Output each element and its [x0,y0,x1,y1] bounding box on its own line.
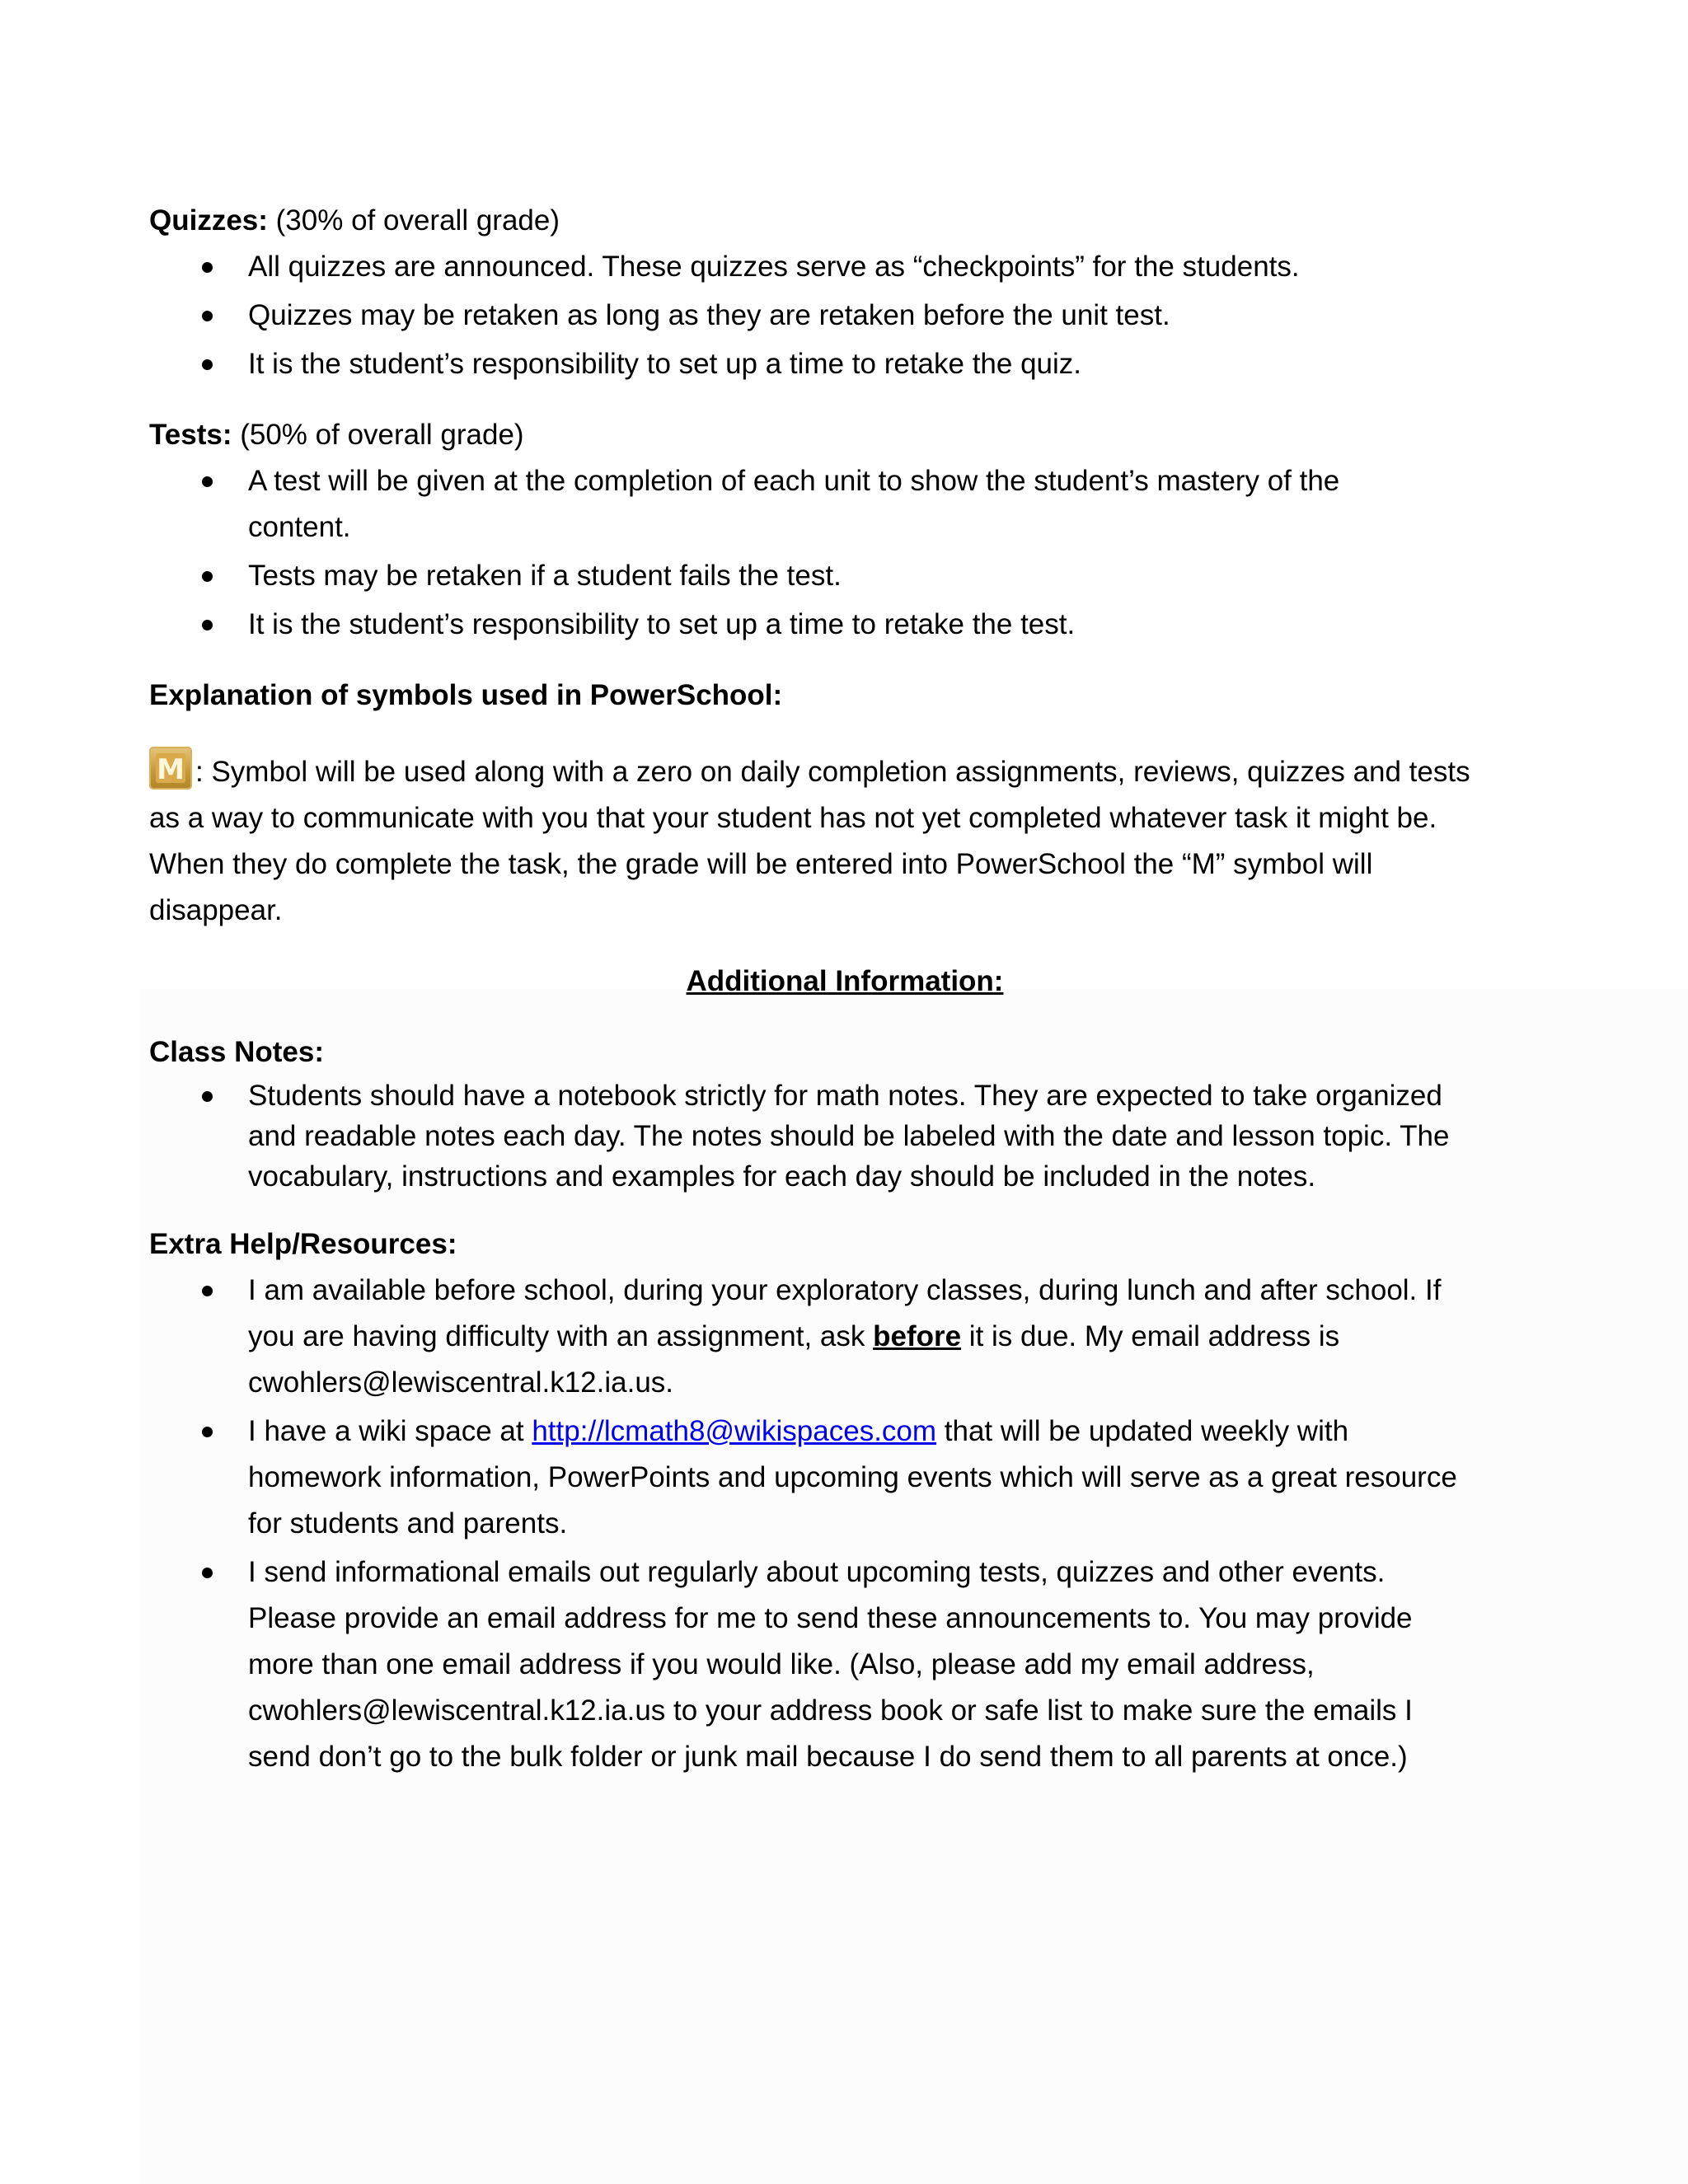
missing-m-icon [149,747,192,790]
tests-weight: (50% of overall grade) [232,419,524,451]
list-item: All quizzes are announced. These quizzes serve as “checkpoints” for the students. [149,244,1550,290]
class-notes-heading: Class Notes: [149,1036,325,1068]
class-notes-list [149,1076,1550,1197]
list-item: It is the student’s responsibility to set up a time to retake the quiz. [149,341,1550,387]
text-line: disappear. [149,894,283,926]
wiki-link[interactable]: http://lcmath8@wikispaces.com [532,1415,937,1447]
list-item [149,458,1550,551]
list-item [149,1268,1550,1406]
text-line: homework information, PowerPoints and upcoming events which will serve as a great resource [248,1461,1457,1493]
icon-letter: M [157,753,185,785]
list-item [149,1549,1550,1780]
list-item: It is the student’s responsibility to set up a time to retake the test. [149,602,1550,648]
text-line: content. [248,511,351,543]
email-address: cwohlers@lewiscentral.k12.ia.us. [248,1366,674,1399]
text-segment: I have a wiki space at [248,1415,532,1447]
text-line: send don’t go to the bulk folder or junk mail because I do send them to all parents at once.) [248,1741,1408,1773]
text-line: A test will be given at the completion of each unit to show the student’s mastery of the [248,465,1340,497]
text-line: I am available before school, during your exploratory classes, during lunch and after school. If [248,1274,1442,1306]
list-item [149,1408,1550,1547]
text-line: When they do complete the task, the grade will be entered into PowerSchool the “M” symbol will [149,848,1373,880]
symbols-paragraph [149,747,1550,934]
text-line: Please provide an email address for me to send these announcements to. You may provide [248,1602,1413,1634]
m-glyph [154,752,187,785]
emphasis-before: before [873,1320,962,1352]
text-line: for students and parents. [248,1507,568,1540]
extra-help-heading: Extra Help/Resources: [149,1228,457,1260]
text-segment: that will be updated weekly with [936,1415,1349,1447]
additional-info-title: Additional Information: [686,965,1004,997]
text-line: and readable notes each day. The notes should be labeled with the date and lesson topic. The [248,1120,1450,1152]
text-line: Students should have a notebook strictly for math notes. They are expected to take organized [248,1080,1442,1112]
quizzes-heading [149,198,1550,244]
text-line: I send informational emails out regularly about upcoming tests, quizzes and other events. [248,1556,1386,1588]
text-segment: : Symbol will be used along with a zero on daily completion assignments, reviews, quizzes and tests [195,756,1470,788]
extra-help-list [149,1268,1550,1780]
quizzes-title: Quizzes: [149,204,268,237]
list-item: Tests may be retaken if a student fails the test. [149,553,1550,599]
text-line: as a way to communicate with you that your student has not yet completed whatever task it might be. [149,802,1437,834]
quizzes-list [149,244,1550,387]
text-segment: you are having difficulty with an assignment, ask [248,1320,874,1352]
text-line: more than one email address if you would like. (Also, please add my email address, [248,1648,1315,1680]
document-body [149,198,1550,1783]
symbols-heading: Explanation of symbols used in PowerSchool: [149,679,783,711]
quizzes-weight: (30% of overall grade) [267,204,560,237]
text-segment: it is due. My email address is [961,1320,1340,1352]
text-line: vocabulary, instructions and examples for each day should be included in the notes. [248,1160,1316,1193]
tests-list [149,458,1550,648]
tests-title: Tests: [149,419,232,451]
list-item [149,1076,1550,1197]
tests-heading [149,412,1550,458]
list-item: Quizzes may be retaken as long as they are retaken before the unit test. [149,293,1550,339]
text-line [149,747,1550,795]
text-line: cwohlers@lewiscentral.k12.ia.us to your address book or safe list to make sure the emails I [248,1694,1413,1727]
